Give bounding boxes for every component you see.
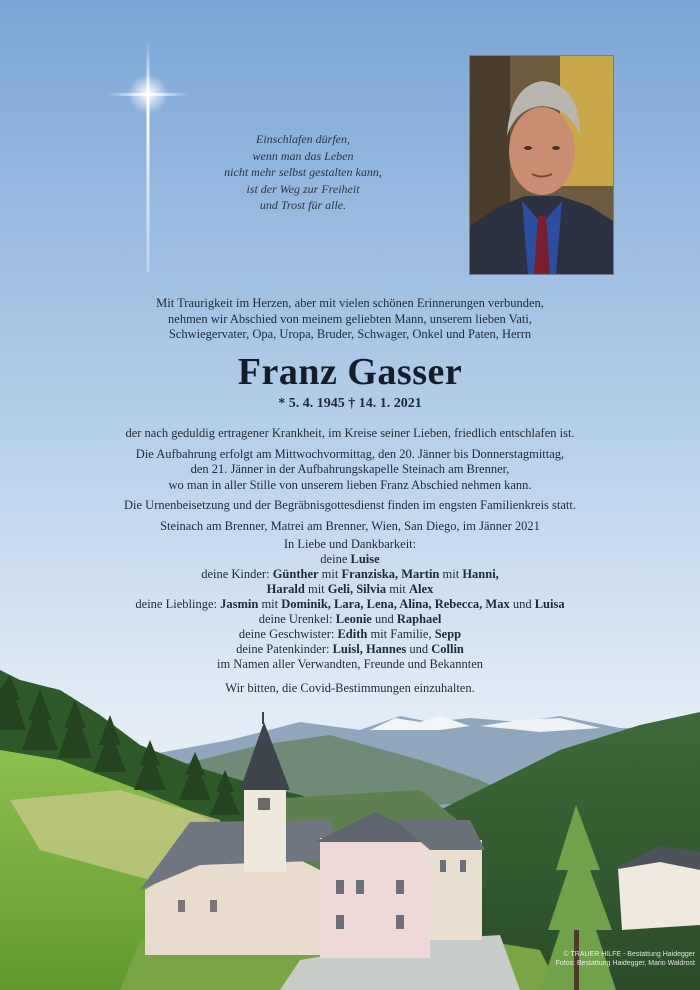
family-line-children-2 [60,582,640,597]
connector: und [509,597,535,611]
great-grandchild-name: Leonie [335,612,372,626]
great-grandchild-name: Raphael [396,612,442,626]
cross-icon [98,36,198,276]
body-line: wo man in aller Stille von unserem lieben Franz Abschied nehmen kann. [168,477,532,492]
announcement-body [60,426,640,534]
body-line: den 21. Jänner in der Aufbahrungskapelle Steinach am Brenner, [190,462,510,476]
body-line: Die Urnenbeisetzung und der Begräbnisgottesdienst finden im engsten Familienkreis statt. [124,498,576,512]
poem-line: und Trost für alle. [259,198,347,212]
life-dates: * 5. 4. 1945 † 14. 1. 2021 [278,396,422,411]
child-name: Harald [266,582,305,596]
godchild-name: Collin [431,642,464,656]
child-name: Günther [272,567,319,581]
label: deine Kinder: [201,567,273,581]
connector: und [371,612,397,626]
connector: mit [318,567,342,581]
connector: mit [258,597,282,611]
family-list [60,537,640,672]
poem-line: Einschlafen dürfen, [256,132,350,146]
connector: mit [304,582,328,596]
connector: mit [386,582,410,596]
connector: mit Familie, [367,627,435,641]
deceased-name: Franz Gasser [237,351,463,393]
intro-line: Schwiegervater, Opa, Uropa, Bruder, Schwager, Onkel und Paten, Herrn [168,327,532,341]
label: deine [320,552,351,566]
partner-name: Hanni, [462,567,499,581]
poem-line: nicht mehr selbst gestalten kann, [224,165,382,179]
credit-line: © TRAUER HILFE - Bestattung Haidegger [563,951,695,958]
godchild-names: Luisl, Hannes [332,642,407,656]
intro-line: nehmen wir Abschied von meinem geliebten Mann, unserem lieben Vati, [168,311,532,326]
label: deine Geschwister: [238,627,338,641]
label: deine Urenkel: [258,612,336,626]
grandchild-name: Luisa [534,597,565,611]
sibling-name: Edith [337,627,368,641]
wife-name: Luise [350,552,380,566]
partner-name: Alex [409,582,434,596]
label: deine Patenkinder: [236,642,333,656]
poem [198,131,408,214]
grandchild-names: Dominik, Lara, Lena, Alina, Rebecca, Max [281,597,510,611]
covid-note: Wir bitten, die Covid-Bestimmungen einzuhalten. [225,681,475,695]
poem-line: ist der Weg zur Freiheit [246,181,360,196]
family-line-wife [60,552,640,567]
child-name: Franziska, Martin [341,567,440,581]
intro-text [100,296,600,343]
place-date-line: Steinach am Brenner, Matrei am Brenner, Wien, San Diego, im Jänner 2021 [160,518,540,533]
family-line-siblings [60,627,640,642]
poem-line: wenn man das Leben [252,148,354,163]
sibling-name: Sepp [434,627,462,641]
family-line-relatives: im Namen aller Verwandten, Freunde und Bekannten [216,657,483,671]
connector: und [406,642,432,656]
body-line: der nach geduldig ertragener Krankheit, im Kreise seiner Lieben, friedlich entschlafen ist. [125,426,575,440]
family-line-godchildren [60,642,640,657]
intro-line: Mit Traurigkeit im Herzen, aber mit vielen schönen Erinnerungen verbunden, [156,296,544,310]
family-line-great-grandchildren [60,612,640,627]
credit-line: Fotos: Bestattung Haidegger, Mario Waldrost [555,960,695,967]
portrait-photo [469,55,614,275]
body-line: Die Aufbahrung erfolgt am Mittwochvormittag, den 20. Jänner bis Donnerstagmittag, [135,446,565,461]
label: deine Lieblinge: [135,597,221,611]
family-heading: In Liebe und Dankbarkeit: [283,537,417,551]
partner-name: Geli, Silvia [327,582,387,596]
photo-credit [520,950,695,968]
grandchild-name: Jasmin [220,597,259,611]
family-line-children [60,567,640,582]
family-line-grandchildren [60,597,640,612]
connector: mit [439,567,463,581]
